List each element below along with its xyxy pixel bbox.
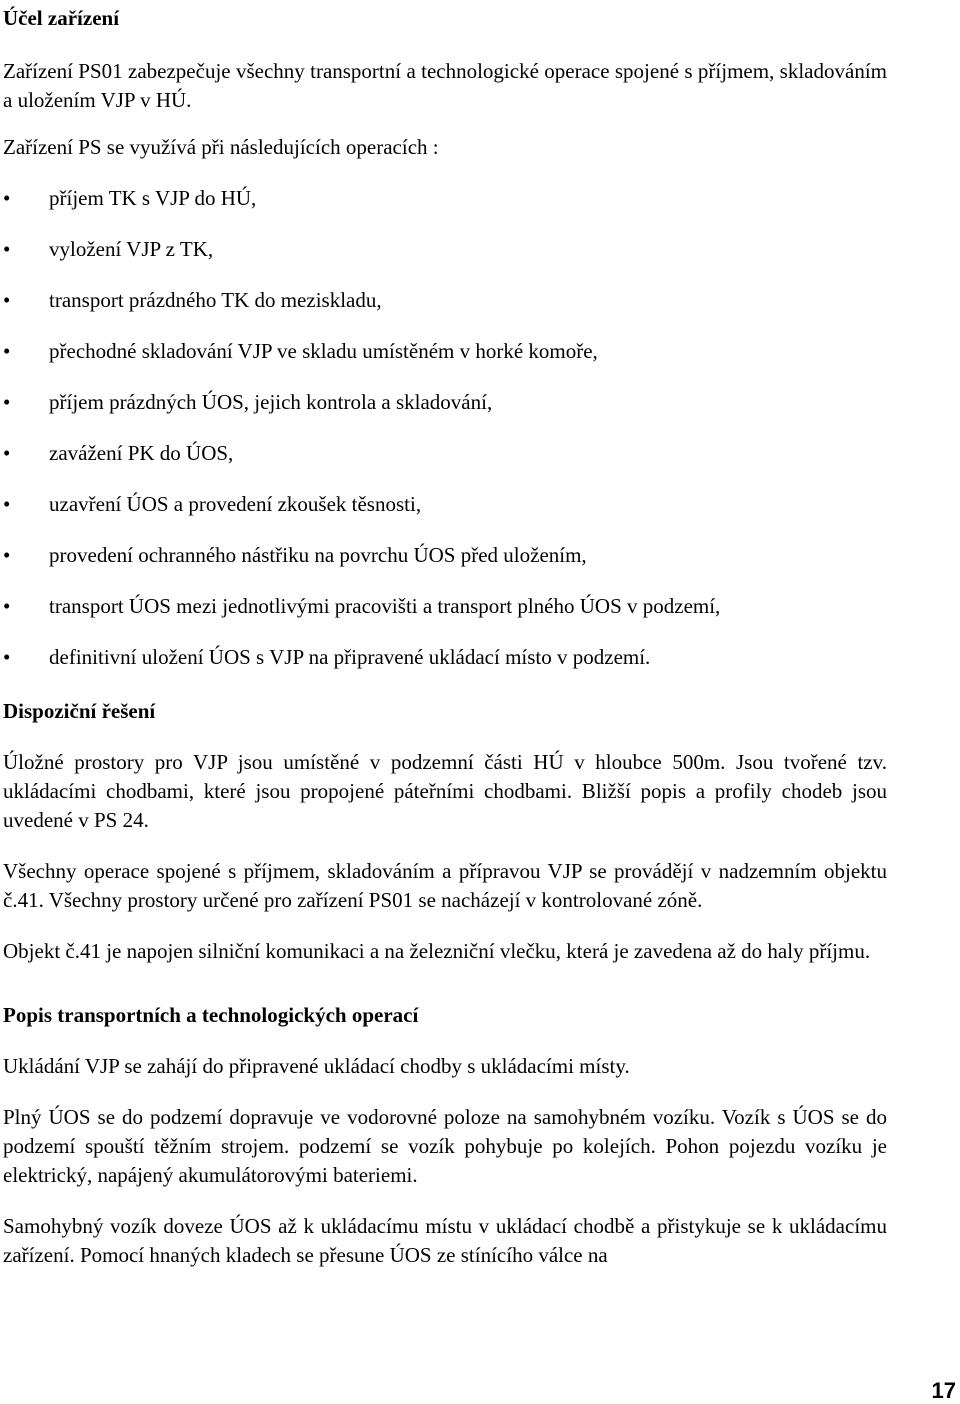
list-item-text: uzavření ÚOS a provedení zkoušek těsnosti, xyxy=(49,492,422,516)
section-heading-purpose: Účel zařízení xyxy=(3,6,120,30)
bullet-icon: • xyxy=(3,390,11,414)
document-page xyxy=(3,0,887,1270)
list-item xyxy=(3,388,887,417)
operations-list-intro: Zařízení PS se využívá při následujících operacích : xyxy=(3,135,439,159)
list-item-text: provedení ochranného nástřiku na povrchu ÚOS před uložením, xyxy=(49,543,587,567)
operations-paragraph-1: Ukládání VJP se zahájí do připravené ukládací chodby s ukládacími místy. xyxy=(3,1054,630,1078)
bullet-icon: • xyxy=(3,441,11,465)
bullet-icon: • xyxy=(3,543,11,567)
operations-list xyxy=(3,184,887,672)
bullet-icon: • xyxy=(3,237,11,261)
bullet-icon: • xyxy=(3,492,11,516)
page-number: 17 xyxy=(931,1378,956,1403)
section-heading-operations: Popis transportních a technologických operací xyxy=(3,1003,419,1027)
operations-paragraph-3: Samohybný vozík doveze ÚOS až k ukládacímu místu v ukládací chodbě a přistykuje se k ukládacímu zařízení. Pomocí hnaných kladech se přesune ÚOS ze stínícího válce na xyxy=(3,1214,887,1267)
list-item-text: příjem TK s VJP do HÚ, xyxy=(49,186,257,210)
list-item xyxy=(3,490,887,519)
list-item xyxy=(3,541,887,570)
list-item xyxy=(3,439,887,468)
list-item-text: příjem prázdných ÚOS, jejich kontrola a skladování, xyxy=(49,390,493,414)
list-item-text: transport prázdného TK do meziskladu, xyxy=(49,288,382,312)
bullet-icon: • xyxy=(3,186,11,210)
list-item-text: zavážení PK do ÚOS, xyxy=(49,441,234,465)
purpose-intro-paragraph: Zařízení PS01 zabezpečuje všechny transportní a technologické operace spojené s příjmem, skladováním a uložením VJP v HÚ. xyxy=(3,59,887,112)
list-item xyxy=(3,184,887,213)
layout-paragraph-3: Objekt č.41 je napojen silniční komunikaci a na železniční vlečku, která je zavedena až do haly příjmu. xyxy=(3,939,871,963)
list-item xyxy=(3,337,887,366)
section-heading-layout: Dispoziční řešení xyxy=(3,699,156,723)
list-item-text: definitivní uložení ÚOS s VJP na připravené ukládací místo v podzemí. xyxy=(49,645,651,669)
list-item xyxy=(3,286,887,315)
bullet-icon: • xyxy=(3,339,11,363)
operations-paragraph-2: Plný ÚOS se do podzemí dopravuje ve vodorovné poloze na samohybném vozíku. Vozík s ÚOS se do podzemí spouští těžním strojem. podzemí se vozík pohybuje po kolejích. Pohon pojezdu vozíku je elektrický, napájený akumulátorovými bateriemi. xyxy=(3,1105,887,1187)
list-item-text: transport ÚOS mezi jednotlivými pracovišti a transport plného ÚOS v podzemí, xyxy=(49,594,721,618)
list-item-text: vyložení VJP z TK, xyxy=(49,237,214,261)
bullet-icon: • xyxy=(3,594,11,618)
layout-paragraph-2: Všechny operace spojené s příjmem, skladováním a přípravou VJP se provádějí v nadzemním objektu č.41. Všechny prostory určené pro zařízení PS01 se nacházejí v kontrolované zóně. xyxy=(3,859,887,912)
list-item xyxy=(3,592,887,621)
list-item-text: přechodné skladování VJP ve skladu umístěném v horké komoře, xyxy=(49,339,598,363)
bullet-icon: • xyxy=(3,645,11,669)
bullet-icon: • xyxy=(3,288,11,312)
list-item xyxy=(3,643,887,672)
list-item xyxy=(3,235,887,264)
layout-paragraph-1: Úložné prostory pro VJP jsou umístěné v podzemní části HÚ v hloubce 500m. Jsou tvořené tzv. ukládacími chodbami, které jsou propojené páteřními chodbami. Bližší popis a profily chodeb jsou uvedené v PS 24. xyxy=(3,750,887,832)
